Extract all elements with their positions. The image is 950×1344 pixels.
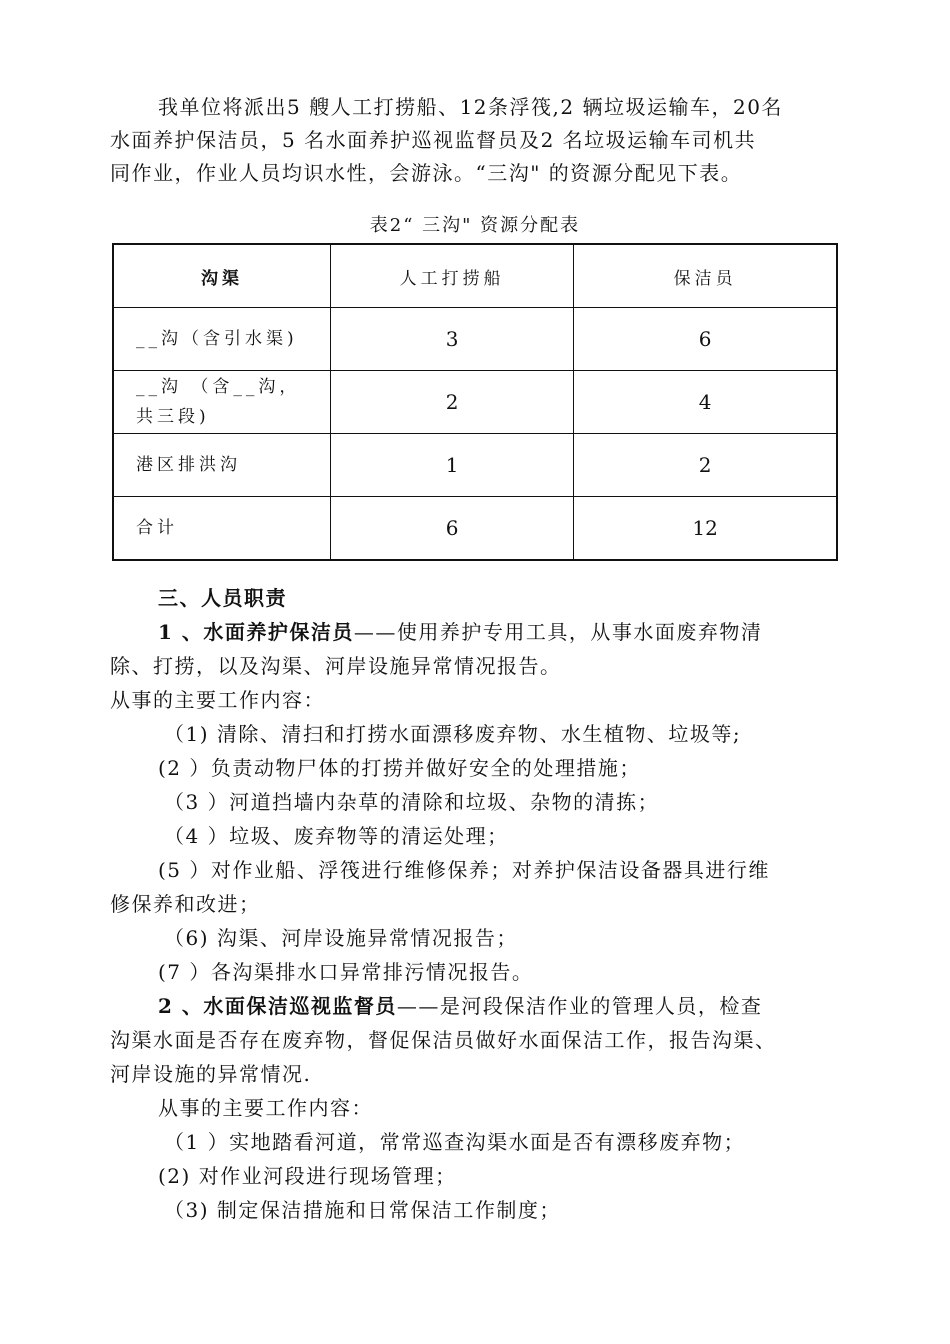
table-row	[113, 434, 837, 497]
role2-duties-label: 从事的主要工作内容：	[158, 1096, 373, 1120]
row-boats: 1	[331, 434, 574, 497]
role2-title: 2 、水面保洁巡视监督员	[158, 994, 397, 1018]
role2-desc-2: 沟渠水面是否存在废弃物，督促保洁员做好水面保洁工作，报告沟渠、	[110, 1028, 777, 1052]
row-cleaners: 2	[574, 434, 837, 497]
role1-duties-label: 从事的主要工作内容：	[110, 688, 325, 712]
intro-line-1: 我单位将派出5 艘人工打捞船、12条浮筏,2 辆垃圾运输车，20名	[158, 95, 783, 119]
row-name: __沟（含引水渠)	[113, 308, 331, 371]
role2-duty-3: （3) 制定保洁措施和日常保洁工作制度；	[164, 1198, 561, 1222]
table-header-row	[113, 244, 837, 308]
row-boats: 6	[331, 497, 574, 561]
row-name: 合计	[113, 497, 331, 561]
role1-duty-4: （4 ）垃圾、废弃物等的清运处理；	[164, 824, 509, 848]
role1-duty-5-cont: 修保养和改进；	[110, 892, 261, 916]
row-name	[113, 371, 331, 434]
role2-desc-1: ——是河段保洁作业的管理人员，检查	[396, 994, 763, 1018]
role1-duty-5: (5 ）对作业船、浮筏进行维修保养；对养护保洁设备器具进行维	[158, 858, 770, 882]
role1-duty-6: （6) 沟渠、河岸设施异常情况报告；	[164, 926, 518, 950]
role1-duty-3: （3 ）河道挡墙内杂草的清除和垃圾、杂物的清拣；	[164, 790, 660, 814]
row-name: 港区排洪沟	[113, 434, 331, 497]
header-canal: 沟渠	[113, 244, 331, 308]
row-boats: 3	[331, 308, 574, 371]
intro-line-3: 同作业，作业人员均识水性，会游泳。“三沟" 的资源分配见下表。	[110, 161, 743, 185]
row-cleaners: 6	[574, 308, 837, 371]
role1-duty-7: (7 ）各沟渠排水口异常排污情况报告。	[158, 960, 534, 984]
table-row	[113, 371, 837, 434]
role2-desc-3: 河岸设施的异常情况.	[110, 1062, 312, 1086]
role1-duty-2: (2 ）负责动物尸体的打捞并做好安全的处理措施；	[158, 756, 641, 780]
header-boats: 人工打捞船	[331, 244, 574, 308]
row-cleaners: 12	[574, 497, 837, 561]
role2-line-1	[158, 991, 898, 1021]
table-caption: 表2“ 三沟" 资源分配表	[369, 215, 581, 236]
header-cleaners: 保洁员	[574, 244, 837, 308]
table-total-row	[113, 497, 837, 561]
table-row	[113, 308, 837, 371]
row-name-line-2: 共三段)	[136, 407, 210, 427]
role2-duty-2: (2) 对作业河段进行现场管理；	[158, 1164, 457, 1188]
row-boats: 2	[331, 371, 574, 434]
role1-duty-1: （1) 清除、清扫和打捞水面漂移废弃物、水生植物、垃圾等;	[164, 722, 742, 746]
role1-desc-1: ——使用养护专用工具，从事水面废弃物清	[353, 620, 763, 644]
resource-allocation-table	[112, 243, 838, 561]
role2-duty-1: （1 ）实地踏看河道，常常巡查沟渠水面是否有漂移废弃物；	[164, 1130, 746, 1154]
section-heading: 三、人员职责	[158, 586, 287, 610]
intro-line-2: 水面养护保洁员，5 名水面养护巡视监督员及2 名垃圾运输车司机共	[110, 128, 757, 152]
role1-line-1	[158, 617, 898, 647]
role1-title: 1 、水面养护保洁员	[158, 620, 354, 644]
role1-desc-2: 除、打捞，以及沟渠、河岸设施异常情况报告。	[110, 654, 562, 678]
row-name-line-1: __沟 （含__沟，	[136, 377, 301, 397]
row-cleaners: 4	[574, 371, 837, 434]
